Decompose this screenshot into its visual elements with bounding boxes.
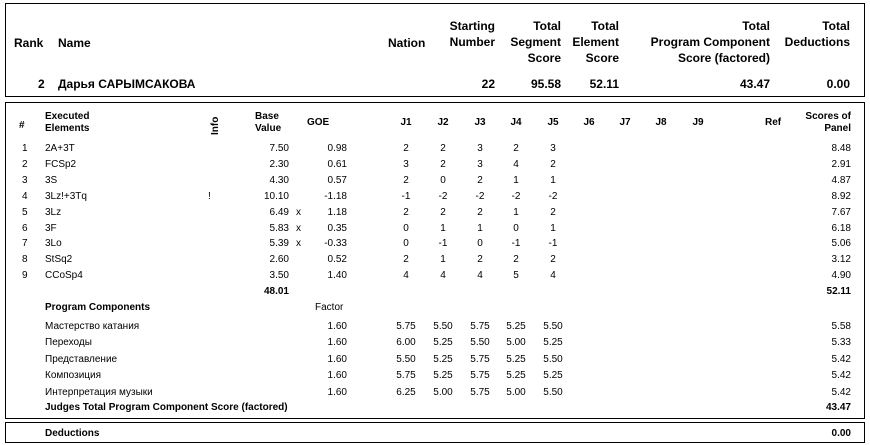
- judge-header-2: J2: [437, 117, 449, 128]
- panel-header-line2: Panel: [824, 123, 851, 134]
- judge-header-6: J6: [583, 117, 595, 128]
- tes-header-line3: Score: [585, 51, 619, 65]
- element-panel-score: 5.06: [831, 238, 851, 249]
- element-name: 3Lz!+3Tq: [45, 191, 87, 202]
- component-judge-score: 5.50: [543, 387, 563, 398]
- element-judge-score: 2: [403, 207, 409, 218]
- base-header-line1: Base: [255, 111, 279, 122]
- nation-header: Nation: [388, 36, 426, 50]
- component-name: Мастерство катания: [45, 321, 140, 332]
- component-judge-score: 5.50: [543, 321, 563, 332]
- component-judge-score: 5.25: [433, 337, 453, 348]
- element-number: 3: [22, 175, 28, 186]
- element-judge-score: -2: [511, 191, 521, 202]
- element-base-value: 6.49: [269, 207, 289, 218]
- tes-header-line1: Total: [591, 19, 619, 33]
- pcs-header-line2: Program Component: [650, 35, 770, 49]
- element-panel-score: 8.48: [831, 143, 851, 154]
- judge-header-9: J9: [692, 117, 704, 128]
- element-panel-score: 2.91: [831, 159, 851, 170]
- component-judge-score: 5.25: [543, 370, 563, 381]
- component-panel-score: 5.42: [831, 354, 851, 365]
- component-factor: 1.60: [327, 370, 347, 381]
- element-goe: 1.40: [327, 270, 347, 281]
- element-judge-score: 3: [477, 143, 483, 154]
- skater-rank: 2: [38, 77, 45, 91]
- tss-header-line1: Total: [533, 19, 561, 33]
- element-goe: 0.57: [327, 175, 347, 186]
- skater-tes: 52.11: [589, 77, 619, 91]
- element-judge-score: 1: [477, 223, 483, 234]
- element-number: 4: [22, 191, 28, 202]
- element-base-value: 5.39: [269, 238, 289, 249]
- element-judge-score: 4: [550, 270, 556, 281]
- judge-header-1: J1: [400, 117, 412, 128]
- element-name: 3S: [45, 175, 58, 186]
- component-panel-score: 5.58: [831, 321, 851, 332]
- element-judge-score: -1: [401, 191, 411, 202]
- component-name: Представление: [45, 354, 118, 365]
- skater-name: Дарья САРЫМСАКОВА: [58, 77, 196, 91]
- element-base-value: 4.30: [269, 175, 289, 186]
- element-base-value: 2.60: [269, 254, 289, 265]
- element-goe: 0.61: [327, 159, 347, 170]
- element-goe: -1.18: [324, 191, 347, 202]
- component-judge-score: 5.50: [433, 321, 453, 332]
- element-number: 2: [22, 159, 28, 170]
- element-judge-score: 2: [477, 254, 483, 265]
- skater-pcs: 43.47: [739, 77, 770, 91]
- element-base-value: 10.10: [263, 191, 289, 202]
- ded-header-line1: Total: [822, 19, 850, 33]
- element-judge-score: 1: [513, 175, 519, 186]
- element-judge-score: -1: [511, 238, 521, 249]
- component-judge-score: 5.25: [433, 370, 453, 381]
- element-goe: 0.98: [327, 143, 347, 154]
- judge-header-8: J8: [655, 117, 667, 128]
- element-judge-score: 2: [477, 175, 483, 186]
- element-judge-score: 0: [477, 238, 483, 249]
- element-number: 8: [22, 254, 28, 265]
- deductions-label: Deductions: [45, 428, 100, 439]
- base-value-total: 48.01: [263, 286, 289, 297]
- element-bonus-marker: x: [296, 238, 301, 249]
- executed-header-line1: Executed: [45, 111, 90, 122]
- element-name: 3Lz: [45, 207, 62, 218]
- element-judge-score: -1: [548, 238, 558, 249]
- element-number: 9: [22, 270, 28, 281]
- element-judge-score: 0: [440, 175, 446, 186]
- element-judge-score: 0: [403, 223, 409, 234]
- pcs-header-line1: Total: [742, 19, 770, 33]
- skater-tss: 95.58: [530, 77, 561, 91]
- component-judge-score: 5.50: [470, 337, 490, 348]
- component-judge-score: 5.25: [433, 354, 453, 365]
- element-judge-score: 0: [403, 238, 409, 249]
- judge-header-4: J4: [510, 117, 522, 128]
- component-judge-score: 6.00: [396, 337, 416, 348]
- component-judge-score: 5.50: [396, 354, 416, 365]
- summary-box: [5, 3, 865, 97]
- factor-header: Factor: [315, 302, 344, 313]
- pc-total-label: Judges Total Program Component Score (factored): [45, 402, 288, 413]
- element-base-value: 7.50: [269, 143, 289, 154]
- element-judge-score: 2: [550, 254, 556, 265]
- element-name: CCoSp4: [45, 270, 83, 281]
- element-judge-score: 2: [513, 143, 519, 154]
- element-name: StSq2: [45, 254, 73, 265]
- element-number: 1: [22, 143, 28, 154]
- element-judge-score: 2: [550, 207, 556, 218]
- component-factor: 1.60: [327, 387, 347, 398]
- judge-header-7: J7: [619, 117, 631, 128]
- component-panel-score: 5.42: [831, 387, 851, 398]
- component-judge-score: 5.00: [506, 337, 526, 348]
- element-name: 3Lo: [45, 238, 62, 249]
- element-number: 6: [22, 223, 28, 234]
- elements-panel-total: 52.11: [826, 286, 851, 297]
- element-number: 5: [22, 207, 28, 218]
- component-factor: 1.60: [327, 337, 347, 348]
- element-judge-score: 2: [440, 159, 446, 170]
- element-judge-score: 2: [403, 175, 409, 186]
- panel-header-line1: Scores of: [805, 111, 851, 122]
- element-judge-score: -1: [438, 238, 448, 249]
- starting-number-header-line2: Number: [449, 35, 495, 49]
- component-name: Интерпретация музыки: [45, 387, 153, 398]
- element-goe: 1.18: [327, 207, 347, 218]
- ded-header-line2: Deductions: [784, 35, 850, 49]
- component-judge-score: 5.00: [506, 387, 526, 398]
- element-judge-score: 1: [550, 175, 556, 186]
- element-panel-score: 7.67: [831, 207, 851, 218]
- element-judge-score: 3: [477, 159, 483, 170]
- tes-header-line2: Element: [572, 35, 619, 49]
- component-judge-score: 5.75: [396, 370, 416, 381]
- element-judge-score: 2: [440, 207, 446, 218]
- deductions-value: 0.00: [831, 428, 851, 439]
- component-judge-score: 5.25: [543, 337, 563, 348]
- tss-header-line3: Score: [527, 51, 561, 65]
- element-judge-score: 4: [440, 270, 446, 281]
- element-judge-score: 2: [513, 254, 519, 265]
- ref-header: Ref: [765, 117, 782, 128]
- component-factor: 1.60: [327, 321, 347, 332]
- element-name: 2A+3T: [45, 143, 75, 154]
- element-judge-score: 2: [440, 143, 446, 154]
- component-judge-score: 5.00: [433, 387, 453, 398]
- component-judge-score: 5.25: [506, 354, 526, 365]
- element-judge-score: 1: [440, 223, 446, 234]
- element-judge-score: -2: [548, 191, 558, 202]
- element-judge-score: 2: [403, 254, 409, 265]
- element-panel-score: 8.92: [831, 191, 851, 202]
- element-judge-score: 1: [550, 223, 556, 234]
- skater-starting-number: 22: [481, 77, 495, 91]
- element-panel-score: 4.90: [831, 270, 851, 281]
- component-judge-score: 5.75: [470, 354, 490, 365]
- component-judge-score: 5.75: [396, 321, 416, 332]
- element-name: 3F: [45, 223, 57, 234]
- element-goe: 0.52: [327, 254, 347, 265]
- component-factor: 1.60: [327, 354, 347, 365]
- component-panel-score: 5.42: [831, 370, 851, 381]
- element-bonus-marker: x: [296, 223, 301, 234]
- element-panel-score: 4.87: [831, 175, 851, 186]
- judge-header-5: J5: [547, 117, 559, 128]
- judge-header-3: J3: [474, 117, 486, 128]
- skater-deductions: 0.00: [826, 77, 850, 91]
- element-judge-score: 1: [440, 254, 446, 265]
- deductions-box: [5, 422, 865, 443]
- executed-header-line2: Elements: [45, 123, 90, 134]
- component-judge-score: 5.75: [470, 370, 490, 381]
- element-judge-score: 2: [403, 143, 409, 154]
- component-name: Переходы: [45, 337, 92, 348]
- element-goe: 0.35: [327, 223, 347, 234]
- rank-header: Rank: [14, 36, 44, 50]
- element-judge-score: 3: [403, 159, 409, 170]
- element-judge-score: 2: [550, 159, 556, 170]
- component-judge-score: 5.50: [543, 354, 563, 365]
- component-judge-score: 5.25: [506, 370, 526, 381]
- pcs-header-line3: Score (factored): [677, 51, 770, 65]
- element-base-value: 5.83: [269, 223, 289, 234]
- tss-header-line2: Segment: [510, 35, 561, 49]
- component-name: Композиция: [45, 370, 102, 381]
- element-judge-score: 3: [550, 143, 556, 154]
- element-judge-score: 1: [513, 207, 519, 218]
- element-info: !: [208, 191, 211, 202]
- goe-header: GOE: [307, 117, 330, 128]
- element-judge-score: -2: [475, 191, 485, 202]
- num-header: #: [19, 120, 25, 131]
- base-header-line2: Value: [255, 123, 282, 134]
- name-header: Name: [58, 36, 91, 50]
- element-bonus-marker: x: [296, 207, 301, 218]
- component-judge-score: 5.75: [470, 387, 490, 398]
- element-judge-score: -2: [438, 191, 448, 202]
- element-goe: -0.33: [324, 238, 347, 249]
- element-judge-score: 0: [513, 223, 519, 234]
- element-panel-score: 3.12: [831, 254, 851, 265]
- pc-title: Program Components: [45, 302, 151, 313]
- element-panel-score: 6.18: [831, 223, 851, 234]
- element-judge-score: 4: [477, 270, 483, 281]
- element-judge-score: 5: [513, 270, 519, 281]
- info-header: Info: [210, 116, 221, 135]
- element-number: 7: [22, 238, 28, 249]
- starting-number-header-line1: Starting: [449, 19, 495, 33]
- pc-total-value: 43.47: [825, 402, 851, 413]
- component-panel-score: 5.33: [831, 337, 851, 348]
- element-base-value: 3.50: [269, 270, 289, 281]
- element-judge-score: 4: [513, 159, 519, 170]
- element-judge-score: 2: [477, 207, 483, 218]
- component-judge-score: 5.25: [506, 321, 526, 332]
- element-judge-score: 4: [403, 270, 409, 281]
- component-judge-score: 6.25: [396, 387, 416, 398]
- element-base-value: 2.30: [269, 159, 289, 170]
- element-name: FCSp2: [45, 159, 77, 170]
- component-judge-score: 5.75: [470, 321, 490, 332]
